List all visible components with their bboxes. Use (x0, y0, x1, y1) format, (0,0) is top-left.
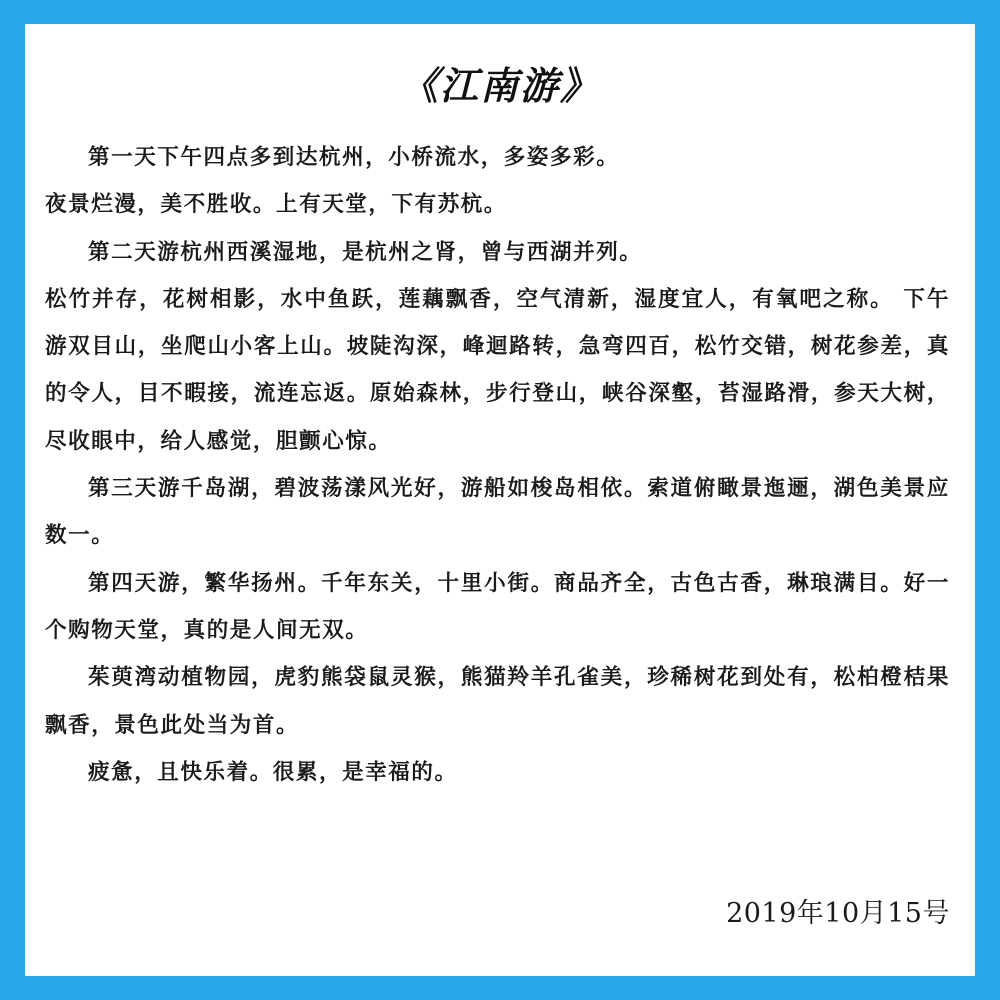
document-date: 2019年10月15号 (726, 898, 950, 929)
paragraph-day1: 第一天下午四点多到达杭州，小桥流水，多姿多彩。 (88, 145, 620, 170)
paragraph-day3: 第三天游千岛湖，碧波荡漾风光好，游船如梭岛相依。索道俯瞰景迤逦，湖色美景应数一。 (45, 476, 950, 549)
paragraph-day2: 第二天游杭州西溪湿地，是杭州之肾，曾与西湖并列。 (88, 239, 643, 265)
document-body (45, 134, 950, 796)
document-page (25, 24, 975, 976)
paragraph-closing: 疲惫，且快乐着。很累，是幸福的。 (88, 759, 458, 785)
document-title: 《江南游》 (399, 63, 600, 108)
paragraph-xixi-shuangmu: 松竹并存，花树相影，水中鱼跃，莲藕飘香，空气清新，湿度宜人，有氧吧之称。 下午游双目山，坐爬山小客上山。坡陡沟深，峰迴路转，急弯四百，松竹交错，树花参差，真的令人，目不暇接，流连忘返。原始森林，步行登山，峡谷深壑，苔湿路滑，参天大树，尽收眼中，给人感觉，胆颤心惊。 (45, 286, 950, 454)
paragraph-day4: 第四天游，繁华扬州。千年东关，十里小街。商品齐全，古色古香，琳琅满目。好一个购物天堂，真的是人间无双。 (45, 570, 950, 643)
paragraph-zoo: 茱萸湾动植物园，虎豹熊袋鼠灵猴，熊猫羚羊孔雀美，珍稀树花到处有，松柏橙桔果飘香，景色此处当为首。 (45, 665, 950, 738)
paragraph-night-view: 夜景烂漫，美不胜收。上有天堂，下有苏杭。 (45, 192, 508, 218)
